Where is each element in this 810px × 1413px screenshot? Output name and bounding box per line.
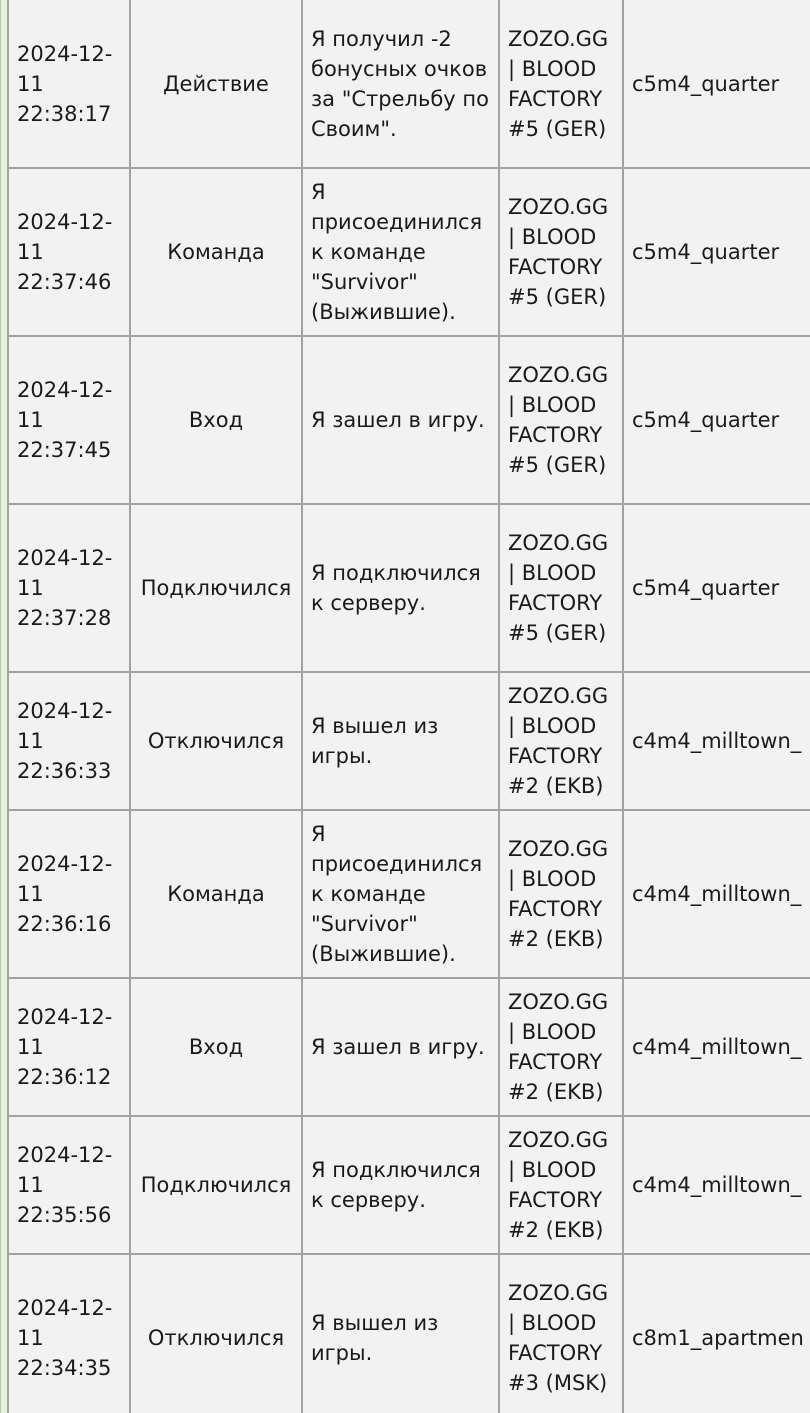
time-text: 22:36:16 [17, 912, 112, 936]
date-text: 2024-12- [17, 41, 113, 66]
map-cell: c4m4_milltown_ [623, 1116, 810, 1254]
server-cell: ZOZO.GG | BLOOD FACTORY #5 (GER) [499, 0, 623, 168]
date-text: 2024-12- [17, 1296, 113, 1320]
date-text: 2024-12- [17, 210, 113, 234]
server-cell: ZOZO.GG | BLOOD FACTORY #5 (GER) [499, 336, 623, 504]
event-type-cell: Подключился [130, 1116, 302, 1254]
timestamp-cell [8, 978, 130, 1116]
timestamp-cell [8, 810, 130, 978]
time-text: 22:36:12 [17, 1065, 112, 1089]
message-cell: Я зашел в игру. [302, 336, 499, 504]
event-type-cell: Подключился [130, 504, 302, 672]
message-cell: Я зашел в игру. [302, 978, 499, 1116]
timestamp-cell [8, 0, 130, 168]
server-cell: ZOZO.GG | BLOOD FACTORY #2 (EKB) [499, 672, 623, 810]
message-cell: Я вышел из игры. [302, 672, 499, 810]
day-text: 11 [17, 729, 44, 753]
day-text: 11 [17, 576, 44, 600]
message-cell: Я получил -2 бонусных очков за "Стрельбу по Своим". [302, 0, 499, 168]
message-cell: Я вышел из игры. [302, 1254, 499, 1413]
timestamp-cell [8, 168, 130, 336]
time-text: 22:35:56 [17, 1203, 112, 1227]
event-type-cell: Отключился [130, 672, 302, 810]
message-cell: Я подключился к серверу. [302, 504, 499, 672]
timestamp-cell [8, 1116, 130, 1254]
time-text: 22:37:45 [17, 438, 112, 462]
day-text: 11 [17, 1035, 44, 1059]
server-cell: ZOZO.GG | BLOOD FACTORY #2 (EKB) [499, 978, 623, 1116]
event-type-cell: Отключился [130, 1254, 302, 1413]
date-text: 2024-12- [17, 852, 113, 876]
day-text: 11 [17, 1326, 44, 1350]
table-row [8, 0, 810, 168]
table-row [8, 810, 810, 978]
map-cell: c5m4_quarter [623, 336, 810, 504]
timestamp-cell [8, 504, 130, 672]
server-cell: ZOZO.GG | BLOOD FACTORY #2 (EKB) [499, 1116, 623, 1254]
message-cell: Я подключился к серверу. [302, 1116, 499, 1254]
date-text: 2024-12- [17, 699, 113, 723]
table-row [8, 978, 810, 1116]
day-text: 11 [17, 71, 44, 96]
table-row [8, 168, 810, 336]
timestamp-cell [8, 672, 130, 810]
event-log-table [7, 0, 810, 1413]
server-cell: ZOZO.GG | BLOOD FACTORY #2 (EKB) [499, 810, 623, 978]
timestamp-cell [8, 336, 130, 504]
map-cell: c5m4_quarter [623, 168, 810, 336]
map-cell: c4m4_milltown_ [623, 810, 810, 978]
time-text: 22:37:46 [17, 270, 112, 294]
server-cell: ZOZO.GG | BLOOD FACTORY #5 (GER) [499, 504, 623, 672]
message-cell: Я присоединился к команде "Survivor" (Выжившие). [302, 810, 499, 978]
date-text: 2024-12- [17, 1005, 113, 1029]
time-text: 22:38:17 [17, 101, 112, 126]
day-text: 11 [17, 882, 44, 906]
date-text: 2024-12- [17, 1143, 113, 1167]
map-cell: c4m4_milltown_ [623, 978, 810, 1116]
date-text: 2024-12- [17, 546, 113, 570]
time-text: 22:34:35 [17, 1356, 112, 1380]
event-type-cell: Действие [130, 0, 302, 168]
event-type-cell: Вход [130, 336, 302, 504]
day-text: 11 [17, 1173, 44, 1197]
map-cell: c5m4_quarter [623, 504, 810, 672]
event-type-cell: Команда [130, 810, 302, 978]
server-cell: ZOZO.GG | BLOOD FACTORY #5 (GER) [499, 168, 623, 336]
date-text: 2024-12- [17, 378, 113, 402]
timestamp-cell [8, 1254, 130, 1413]
map-cell: c5m4_quarter [623, 0, 810, 168]
day-text: 11 [17, 240, 44, 264]
event-type-cell: Вход [130, 978, 302, 1116]
message-cell: Я присоединился к команде "Survivor" (Выжившие). [302, 168, 499, 336]
table-row [8, 336, 810, 504]
table-row [8, 672, 810, 810]
event-type-cell: Команда [130, 168, 302, 336]
time-text: 22:37:28 [17, 606, 112, 630]
table-row [8, 1254, 810, 1413]
map-cell: c8m1_apartmen [623, 1254, 810, 1413]
table-row [8, 504, 810, 672]
table-row [8, 1116, 810, 1254]
map-cell: c4m4_milltown_ [623, 672, 810, 810]
day-text: 11 [17, 408, 44, 432]
server-cell: ZOZO.GG | BLOOD FACTORY #3 (MSK) [499, 1254, 623, 1413]
time-text: 22:36:33 [17, 759, 112, 783]
